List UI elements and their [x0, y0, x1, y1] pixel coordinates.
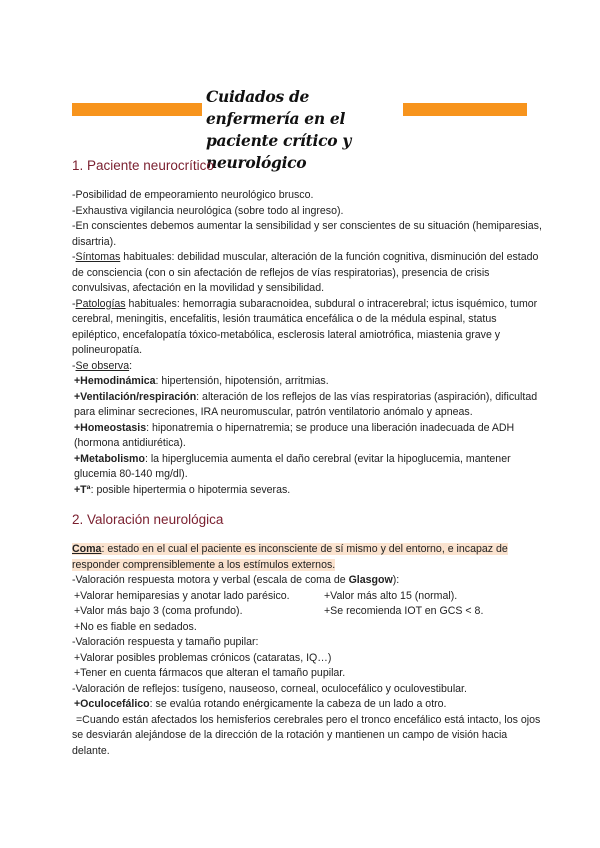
temperatura-text: : posible hipertermia o hipotermia severas. [90, 483, 291, 496]
line-pupilar: -Valoración respuesta y tamaño pupilar: [72, 636, 259, 648]
paragraph-sintomas [72, 250, 542, 297]
glasgow-row-2 [72, 604, 542, 620]
item-metabolismo [72, 452, 542, 483]
item-hemodinamica [72, 374, 542, 390]
oculocefalico-detail: =Cuando están afectados los hemisferios cerebrales pero el tronco encefálico está intacto, los ojos se desviarán alejándose de la dirección de la rotación y mantienen un campo de visión hacia delante. [72, 713, 541, 757]
paragraph-coma [72, 542, 542, 573]
glasgow-post: ): [392, 574, 400, 586]
line-glasgow [72, 573, 542, 589]
accent-bar-right [403, 103, 527, 116]
dash: - [72, 251, 76, 263]
line-vigilancia: -Exhaustiva vigilancia neurológica (sobre todo al ingreso). [72, 204, 344, 217]
item-homeostasis [72, 421, 542, 452]
item-oculocefalico [72, 697, 542, 713]
section-2-heading: 2. Valoración neurológica [72, 512, 224, 527]
section-2-body [72, 542, 542, 759]
item-ventilacion [72, 390, 542, 421]
accent-bar-left [72, 103, 202, 116]
glasgow-label: Glasgow [348, 574, 393, 586]
title-line-1: Cuidados de enfermería en el [206, 87, 346, 128]
ventilacion-text: : alteración de los reflejos de las vías respiratorias (aspiración), dificultad para eliminar secreciones, IRA neuromuscular, patrón ventilatorio anómalo y apneas. [74, 390, 538, 418]
section-1-heading: 1. Paciente neurocrítico [72, 158, 214, 173]
item-temperatura [72, 483, 542, 499]
hemodinamica-text: : hipertensión, hipotensión, arritmias. [155, 375, 329, 387]
line-conscientes: -En conscientes debemos aumentar la sensibilidad y ser conscientes de su situación (hemiparesias, disartria). [72, 220, 542, 248]
glasgow-valor-alto: +Valor más alto 15 (normal). [324, 589, 458, 602]
glasgow-row-1 [72, 589, 542, 605]
paragraph-patologias [72, 297, 542, 359]
line-se-observa [72, 359, 542, 375]
glasgow-valor-bajo: +Valor más bajo 3 (coma profundo). [74, 605, 243, 617]
glasgow-hemiparesias: +Valorar hemiparesias y anotar lado parésico. [74, 589, 290, 602]
colon: : [129, 359, 133, 372]
pupilar-cronicos: +Valorar posibles problemas crónicos (cataratas, IQ…) [74, 651, 332, 664]
glasgow-pre: -Valoración respuesta motora y verbal (escala de coma de [72, 574, 349, 586]
ventilacion-label: +Ventilación/respiración [74, 390, 197, 403]
oculocefalico-label: +Oculocefálico [74, 698, 150, 710]
sintomas-label: Síntomas [75, 251, 121, 263]
glasgow-sedados: +No es fiable en sedados. [74, 620, 197, 633]
line-reflejos: -Valoración de reflejos: tusígeno, nauseoso, corneal, oculocefálico y oculovestibular. [72, 682, 467, 695]
patologias-text: habituales: hemorragia subaracnoidea, subdural o intracerebral; ictus isquémico, tumor cerebral, meningitis, encefalitis, lesión traumática encefálica o de la médula espinal, status epiléptico, encefalopatía tóxico-metabólica, esclerosis lateral amiotrófica, miastenia grave y polineuropatía. [72, 297, 538, 356]
metabolismo-text: : la hiperglucemia aumenta el daño cerebral (evitar la hipoglucemia, mantener glucemia 80-140 mg/dl). [74, 452, 511, 480]
title-line-2: paciente crítico y neurológico [206, 131, 352, 172]
section-1-body [72, 188, 542, 498]
sintomas-text: habituales: debilidad muscular, alteración de la función cognitiva, disminución del estado de consciencia (con o sin afectación de reflejos de vías respiratorias), presencia de crisis convulsivas, afectación en la movilidad y sensibilidad. [72, 251, 539, 294]
glasgow-iot: +Se recomienda IOT en GCS < 8. [324, 605, 484, 617]
se-observa-label: Se observa [75, 359, 130, 372]
temperatura-label: +Tª [74, 483, 91, 496]
oculocefalico-text: : se evalúa rotando enérgicamente la cabeza de un lado a otro. [149, 698, 447, 710]
coma-text: : estado en el cual el paciente es inconsciente de sí mismo y del entorno, e incapaz de responder comprensiblemente a los estímulos externos. [72, 543, 508, 571]
line-empeoramiento: -Posibilidad de empeoramiento neurológico brusco. [72, 189, 314, 201]
dash: - [72, 297, 76, 310]
pupilar-farmacos: +Tener en cuenta fármacos que alteran el tamaño pupilar. [74, 667, 346, 679]
coma-label: Coma [72, 543, 102, 555]
patologias-label: Patologías [75, 297, 126, 310]
hemodinamica-label: +Hemodinámica [74, 375, 156, 387]
homeostasis-label: +Homeostasis [74, 421, 147, 434]
homeostasis-text: : hiponatremia o hipernatremia; se produce una liberación inadecuada de ADH (hormona antidiurética). [74, 421, 515, 449]
dash: - [72, 359, 76, 372]
document-title [206, 86, 402, 174]
metabolismo-label: +Metabolismo [74, 452, 145, 465]
